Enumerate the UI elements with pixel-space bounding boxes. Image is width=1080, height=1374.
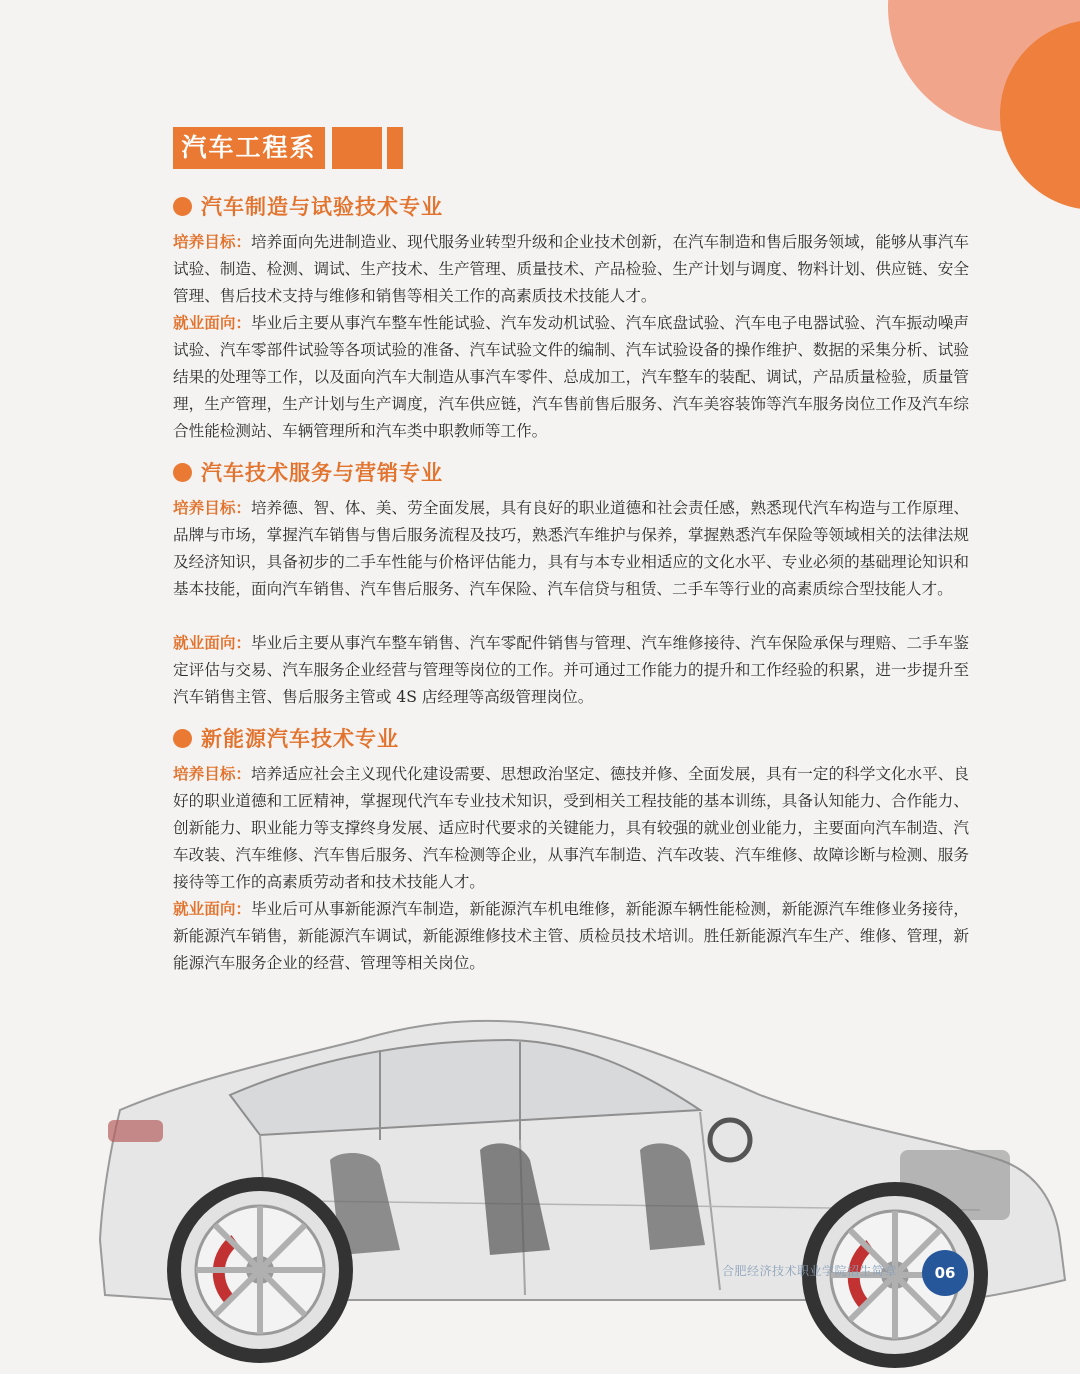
- employment-paragraph: [173, 629, 969, 711]
- job-label: 就业面向：: [173, 899, 252, 918]
- goal-label: 培养目标：: [173, 764, 252, 783]
- page-number: 06: [922, 1250, 968, 1296]
- major-heading-2: [173, 457, 443, 487]
- major-heading-3: [173, 723, 399, 753]
- job-text: 毕业后可从事新能源汽车制造，新能源汽车机电维修，新能源车辆性能检测，新能源汽车维修业务接待，新能源汽车销售，新能源汽车调试，新能源维修技术主管、质检员技术培训。胜任新能源汽车生产、维修、管理，新能源汽车服务企业的经营、管理等相关岗位。: [173, 900, 969, 972]
- training-goal-paragraph: [173, 228, 969, 310]
- training-goal-paragraph: [173, 760, 969, 896]
- job-text: 毕业后主要从事汽车整车性能试验、汽车发动机试验、汽车底盘试验、汽车电子电器试验、汽车振动噪声试验、汽车零部件试验等各项试验的准备、汽车试验文件的编制、汽车试验设备的操作维护、数据的采集分析、试验结果的处理等工作，以及面向汽车大制造从事汽车零件、总成加工，汽车整车的装配、调试，产品质量检验，质量管理，生产管理，生产计划与生产调度，汽车供应链，汽车售前售后服务、汽车美容装饰等汽车服务岗位工作及汽车综合性能检测站、车辆管理所和汽车类中职教师等工作。: [173, 314, 969, 440]
- footer-brochure-title: 合肥经济技术职业学院招生简章: [722, 1264, 898, 1278]
- department-title: 汽车工程系: [173, 127, 325, 169]
- employment-paragraph: [173, 895, 969, 977]
- decor-block: [387, 127, 403, 169]
- transparent-car-illustration: [80, 1000, 1080, 1374]
- major-title: 汽车技术服务与营销专业: [201, 460, 443, 485]
- job-text: 毕业后主要从事汽车整车销售、汽车零配件销售与管理、汽车维修接待、汽车保险承保与理赔、二手车鉴定评估与交易、汽车服务企业经营与管理等岗位的工作。并可通过工作能力的提升和工作经验的积累，进一步提升至汽车销售主管、售后服务主管或 4S 店经理等高级管理岗位。: [173, 634, 969, 706]
- goal-text: 培养面向先进制造业、现代服务业转型升级和企业技术创新，在汽车制造和售后服务领域，能够从事汽车试验、制造、检测、调试、生产技术、生产管理、质量技术、产品检验、生产计划与调度、物料计划、供应链、安全管理、售后技术支持与维修和销售等相关工作的高素质技术技能人才。: [173, 233, 969, 305]
- rear-wheel: [174, 1184, 346, 1356]
- goal-label: 培养目标：: [173, 232, 252, 251]
- major-title: 汽车制造与试验技术专业: [201, 194, 443, 219]
- goal-label: 培养目标：: [173, 498, 252, 517]
- goal-text: 培养德、智、体、美、劳全面发展，具有良好的职业道德和社会责任感，熟悉现代汽车构造与工作原理、品牌与市场，掌握汽车销售与售后服务流程及技巧，熟悉汽车维护与保养，掌握熟悉汽车保险等领域相关的法律法规及经济知识，具备初步的二手车性能与价格评估能力，具有与本专业相适应的文化水平、专业必须的基础理论知识和基本技能，面向汽车销售、汽车售后服务、汽车保险、汽车信贷与租赁、二手车等行业的高素质综合型技能人才。: [173, 499, 969, 598]
- major-heading-1: [173, 191, 443, 221]
- employment-paragraph: [173, 309, 969, 445]
- major-title: 新能源汽车技术专业: [201, 726, 399, 751]
- bullet-icon: [173, 463, 192, 482]
- job-label: 就业面向：: [173, 313, 252, 332]
- goal-text: 培养适应社会主义现代化建设需要、思想政治坚定、德技并修、全面发展，具有一定的科学文化水平、良好的职业道德和工匠精神，掌握现代汽车专业技术知识，受到相关工程技能的基本训练，具备认知能力、合作能力、创新能力、职业能力等支撑终身发展、适应时代要求的关键能力，具有较强的就业创业能力，主要面向汽车制造、汽车改装、汽车维修、汽车售后服务、汽车检测等企业，从事汽车制造、汽车改装、汽车维修、故障诊断与检测、服务接待等工作的高素质劳动者和技术技能人才。: [173, 765, 969, 891]
- bullet-icon: [173, 729, 192, 748]
- training-goal-paragraph: [173, 494, 969, 603]
- bullet-icon: [173, 197, 192, 216]
- job-label: 就业面向：: [173, 633, 252, 652]
- decor-block: [332, 127, 382, 169]
